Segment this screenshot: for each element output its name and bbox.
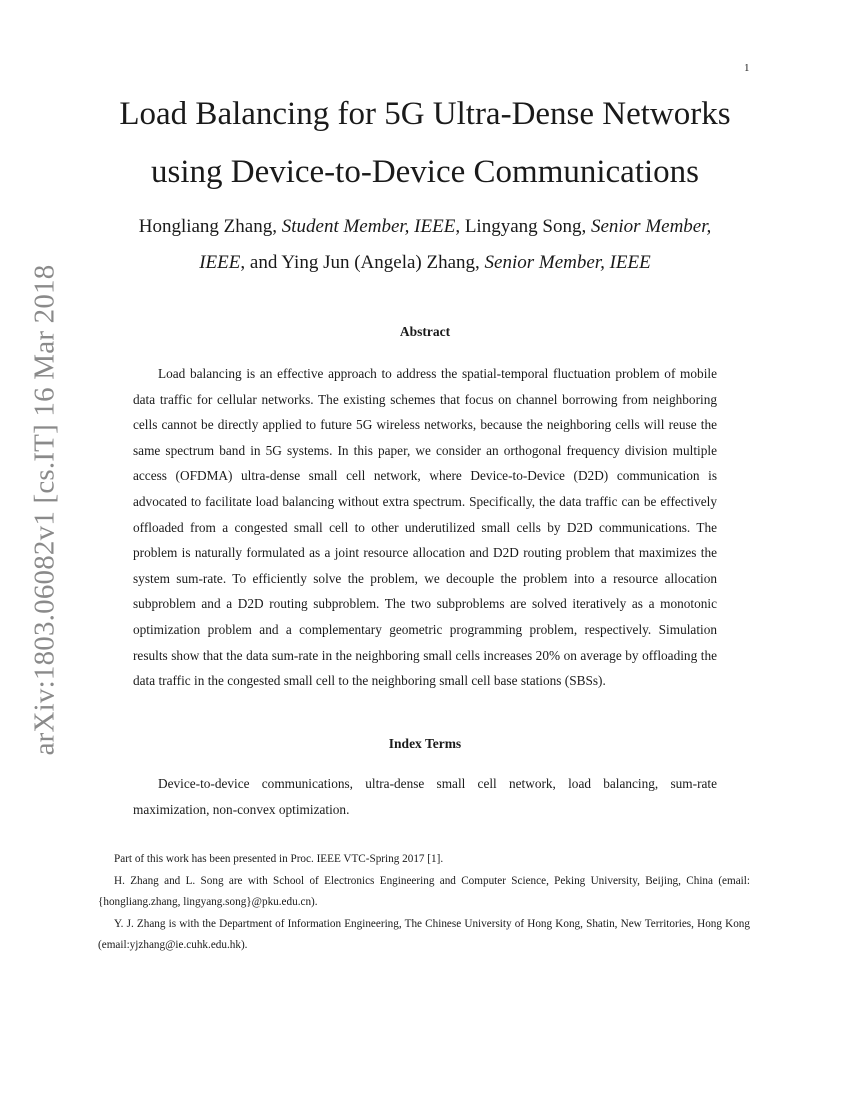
footnote-affiliation-cuhk: Y. J. Zhang is with the Department of Information Engineering, The Chinese University of Hong Kong, Shatin, New Territories, Hong Kong (email:yjzhang@ie.cuhk.edu.hk). [98, 917, 750, 951]
author-1-affiliation-role: Student Member, IEEE [281, 216, 456, 237]
page-number: 1 [744, 62, 750, 74]
author-1-name: Hongliang Zhang, [138, 216, 282, 237]
author-2-name: Lingyang Song, [464, 216, 591, 237]
author-2-affiliation-role-cont: IEEE [199, 252, 241, 273]
title-line-2: using Device-to-Device Communications [150, 154, 700, 190]
author-2-affiliation-role: Senior Member, [590, 216, 712, 237]
title-line-1: Load Balancing for 5G Ultra-Dense Networks [119, 96, 731, 132]
author-separator: , and [240, 252, 282, 273]
author-separator: , [455, 216, 465, 237]
paper-title [0, 85, 850, 201]
author-3-affiliation-role: Senior Member, IEEE [484, 252, 651, 273]
footnote-affiliation-pku: H. Zhang and L. Song are with School of Electronics Engineering and Computer Science, Peking University, Beijing, China (email: {hongliang.zhang, lingyang.song}@pku.edu.cn). [98, 874, 750, 908]
author-list [0, 209, 850, 281]
author-3-name: Ying Jun (Angela) Zhang, [281, 252, 485, 273]
abstract-heading: Abstract [399, 324, 451, 339]
index-terms-heading: Index Terms [388, 736, 462, 751]
footnote-conference: Part of this work has been presented in Proc. IEEE VTC-Spring 2017 [1]. [114, 853, 444, 865]
arxiv-identifier-stamp: arXiv:1803.06082v1 [cs.IT] 16 Mar 2018 [28, 264, 61, 756]
footnotes [98, 849, 750, 957]
abstract-text: Load balancing is an effective approach to address the spatial-temporal fluctuation problem of mobile data traffic for cellular networks. The existing schemes that focus on channel borrowing from neighboring cells cannot be directly applied to future 5G wireless networks, because the neighboring cells will reuse the same spectrum band in 5G systems. In this paper, we consider an orthogonal frequency division multiple access (OFDMA) ultra-dense small cell network, where Device-to-Device (D2D) communication is advocated to facilitate load balancing without extra spectrum. Specifically, the data traffic can be effectively offloaded from a congested small cell to other underutilized small cells by D2D communications. The problem is naturally formulated as a joint resource allocation and D2D routing problem that maximizes the system sum-rate. To efficiently solve the problem, we decouple the problem into a resource allocation subproblem and a D2D routing subproblem. The two subproblems are solved iteratively as a monotonic optimization problem and a complementary geometric programming problem, respectively. Simulation results show that the data sum-rate in the neighboring small cells increases 20% on average by offloading the data traffic in the congested small cell to the neighboring small cell base stations (SBSs). [133, 366, 717, 689]
index-terms-text: Device-to-device communications, ultra-dense small cell network, load balancing, sum-rate maximization, non-convex optimization. [133, 776, 717, 817]
